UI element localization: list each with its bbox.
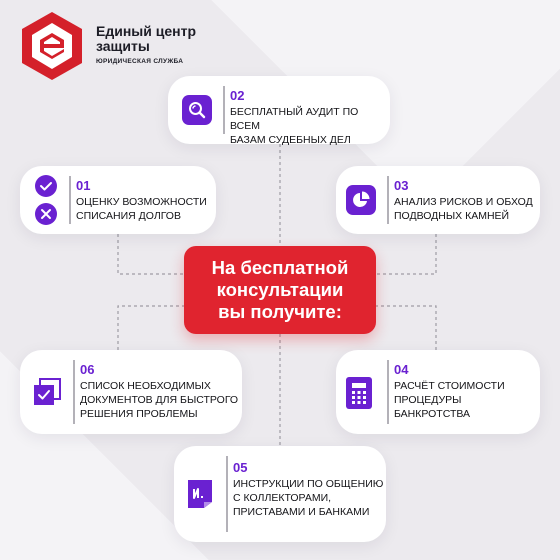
card-06: [20, 350, 242, 434]
calculator-icon: [346, 377, 372, 409]
item-number: 02: [230, 88, 245, 103]
item-text: СПИСОК НЕОБХОДИМЫХ ДОКУМЕНТОВ ДЛЯ БЫСТРОГО РЕШЕНИЯ ПРОБЛЕМЫ: [80, 380, 239, 420]
card-02: [168, 76, 390, 144]
card-04: [336, 350, 540, 434]
item-number: 04: [394, 362, 409, 377]
item-number: 05: [233, 460, 248, 475]
item-text: ОЦЕНКУ ВОЗМОЖНОСТИ СПИСАНИЯ ДОЛГОВ: [76, 196, 207, 222]
item-number: 06: [80, 362, 95, 377]
copy-check-icon: [32, 377, 62, 407]
item-text: ИНСТРУКЦИИ ПО ОБЩЕНИЮ С КОЛЛЕКТОРАМИ, ПРИСТАВАМИ И БАНКАМИ: [233, 478, 384, 518]
card-divider: [387, 360, 389, 424]
card-01: [20, 166, 216, 234]
card-divider: [223, 86, 225, 134]
item-text: БЕСПЛАТНЫЙ АУДИТ ПО ВСЕМ БАЗАМ СУДЕБНЫХ ДЕЛ: [230, 106, 359, 146]
document-icon: [186, 478, 214, 510]
center-callout: [184, 246, 376, 334]
item-number: 03: [394, 178, 409, 193]
card-03: [336, 166, 540, 234]
pie-chart-icon: [346, 185, 376, 215]
brand-name: Единый центр защиты: [96, 23, 196, 54]
brand-subtitle: ЮРИДИЧЕСКАЯ СЛУЖБА: [96, 58, 184, 65]
check-and-cross-icon: [32, 174, 60, 226]
item-number: 01: [76, 178, 91, 193]
card-05: [174, 446, 386, 542]
card-divider: [73, 360, 75, 424]
card-divider: [387, 176, 389, 224]
card-divider: [69, 176, 71, 224]
item-text: РАСЧЁТ СТОИМОСТИ ПРОЦЕДУРЫ БАНКРОТСТВА: [394, 380, 505, 420]
center-callout-text: На бесплатной консультации вы получите:: [211, 257, 349, 322]
item-text: АНАЛИЗ РИСКОВ И ОБХОД ПОДВОДНЫХ КАМНЕЙ: [394, 196, 533, 222]
card-divider: [226, 456, 228, 532]
magnifier-icon: [182, 95, 212, 125]
